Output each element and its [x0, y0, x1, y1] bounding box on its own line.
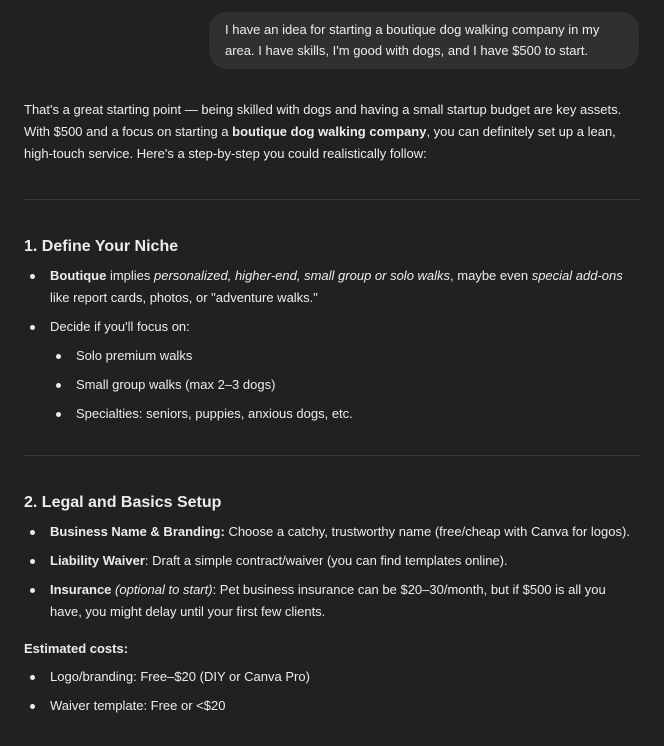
section-2-title: 2. Legal and Basics Setup	[24, 494, 222, 511]
section-2-body	[24, 521, 640, 630]
italic-text: special add-ons	[531, 268, 623, 283]
text: , maybe even	[450, 268, 532, 283]
costs-list	[24, 666, 640, 724]
sub-list	[50, 345, 640, 425]
text: like report cards, photos, or "adventure walks."	[50, 290, 318, 305]
divider	[24, 455, 640, 456]
divider	[24, 199, 640, 200]
list-item	[24, 521, 640, 543]
estimated-costs-label: Estimated costs:	[24, 641, 129, 656]
boutique-bold: Boutique	[50, 268, 107, 283]
italic-text: (optional to start)	[111, 582, 213, 597]
sub-list-item: Small group walks (max 2–3 dogs)	[50, 374, 640, 396]
italic-text: personalized, higher-end, small group or solo walks	[154, 268, 451, 283]
list-item	[24, 579, 640, 623]
section-1-body	[24, 265, 640, 432]
sub-list-item: Specialties: seniors, puppies, anxious dogs, etc.	[50, 403, 640, 425]
list-item	[24, 316, 640, 425]
text: : Draft a simple contract/waiver (you can find templates online).	[144, 553, 508, 568]
bold-text: Liability Waiver	[50, 553, 145, 568]
user-message-text: I have an idea for starting a boutique dog walking company in my area. I have skills, I'm good with dogs, and I have $500 to start.	[225, 22, 600, 58]
user-message-bubble	[209, 12, 639, 69]
bold-text: Insurance	[50, 582, 112, 597]
list-item	[24, 550, 640, 572]
section-1-title: 1. Define Your Niche	[24, 238, 179, 255]
list-item	[24, 265, 640, 309]
bold-text: Business Name & Branding:	[50, 524, 225, 539]
text: Choose a catchy, trustworthy name (free/cheap with Canva for logos).	[224, 524, 630, 539]
text: implies	[106, 268, 155, 283]
intro-text-2: , you can definitely set up a lean, high-touch service. Here's a step-by-step you could realistically follow:	[24, 124, 616, 161]
list-item: Waiver template: Free or <$20	[24, 695, 640, 717]
intro-text-1: That's a great starting point — being skilled with dogs and having a small startup budget are key assets. With $500 and a focus on starting a	[24, 102, 622, 139]
intro-paragraph	[24, 99, 640, 165]
text: Decide if you'll focus on:	[50, 319, 190, 334]
list-item: Logo/branding: Free–$20 (DIY or Canva Pro)	[24, 666, 640, 688]
intro-bold: boutique dog walking company	[232, 124, 427, 139]
text: : Pet business insurance can be $20–30/month, but if $500 is all you have, you might delay until your first few clients.	[50, 582, 606, 619]
sub-list-item: Solo premium walks	[50, 345, 640, 367]
